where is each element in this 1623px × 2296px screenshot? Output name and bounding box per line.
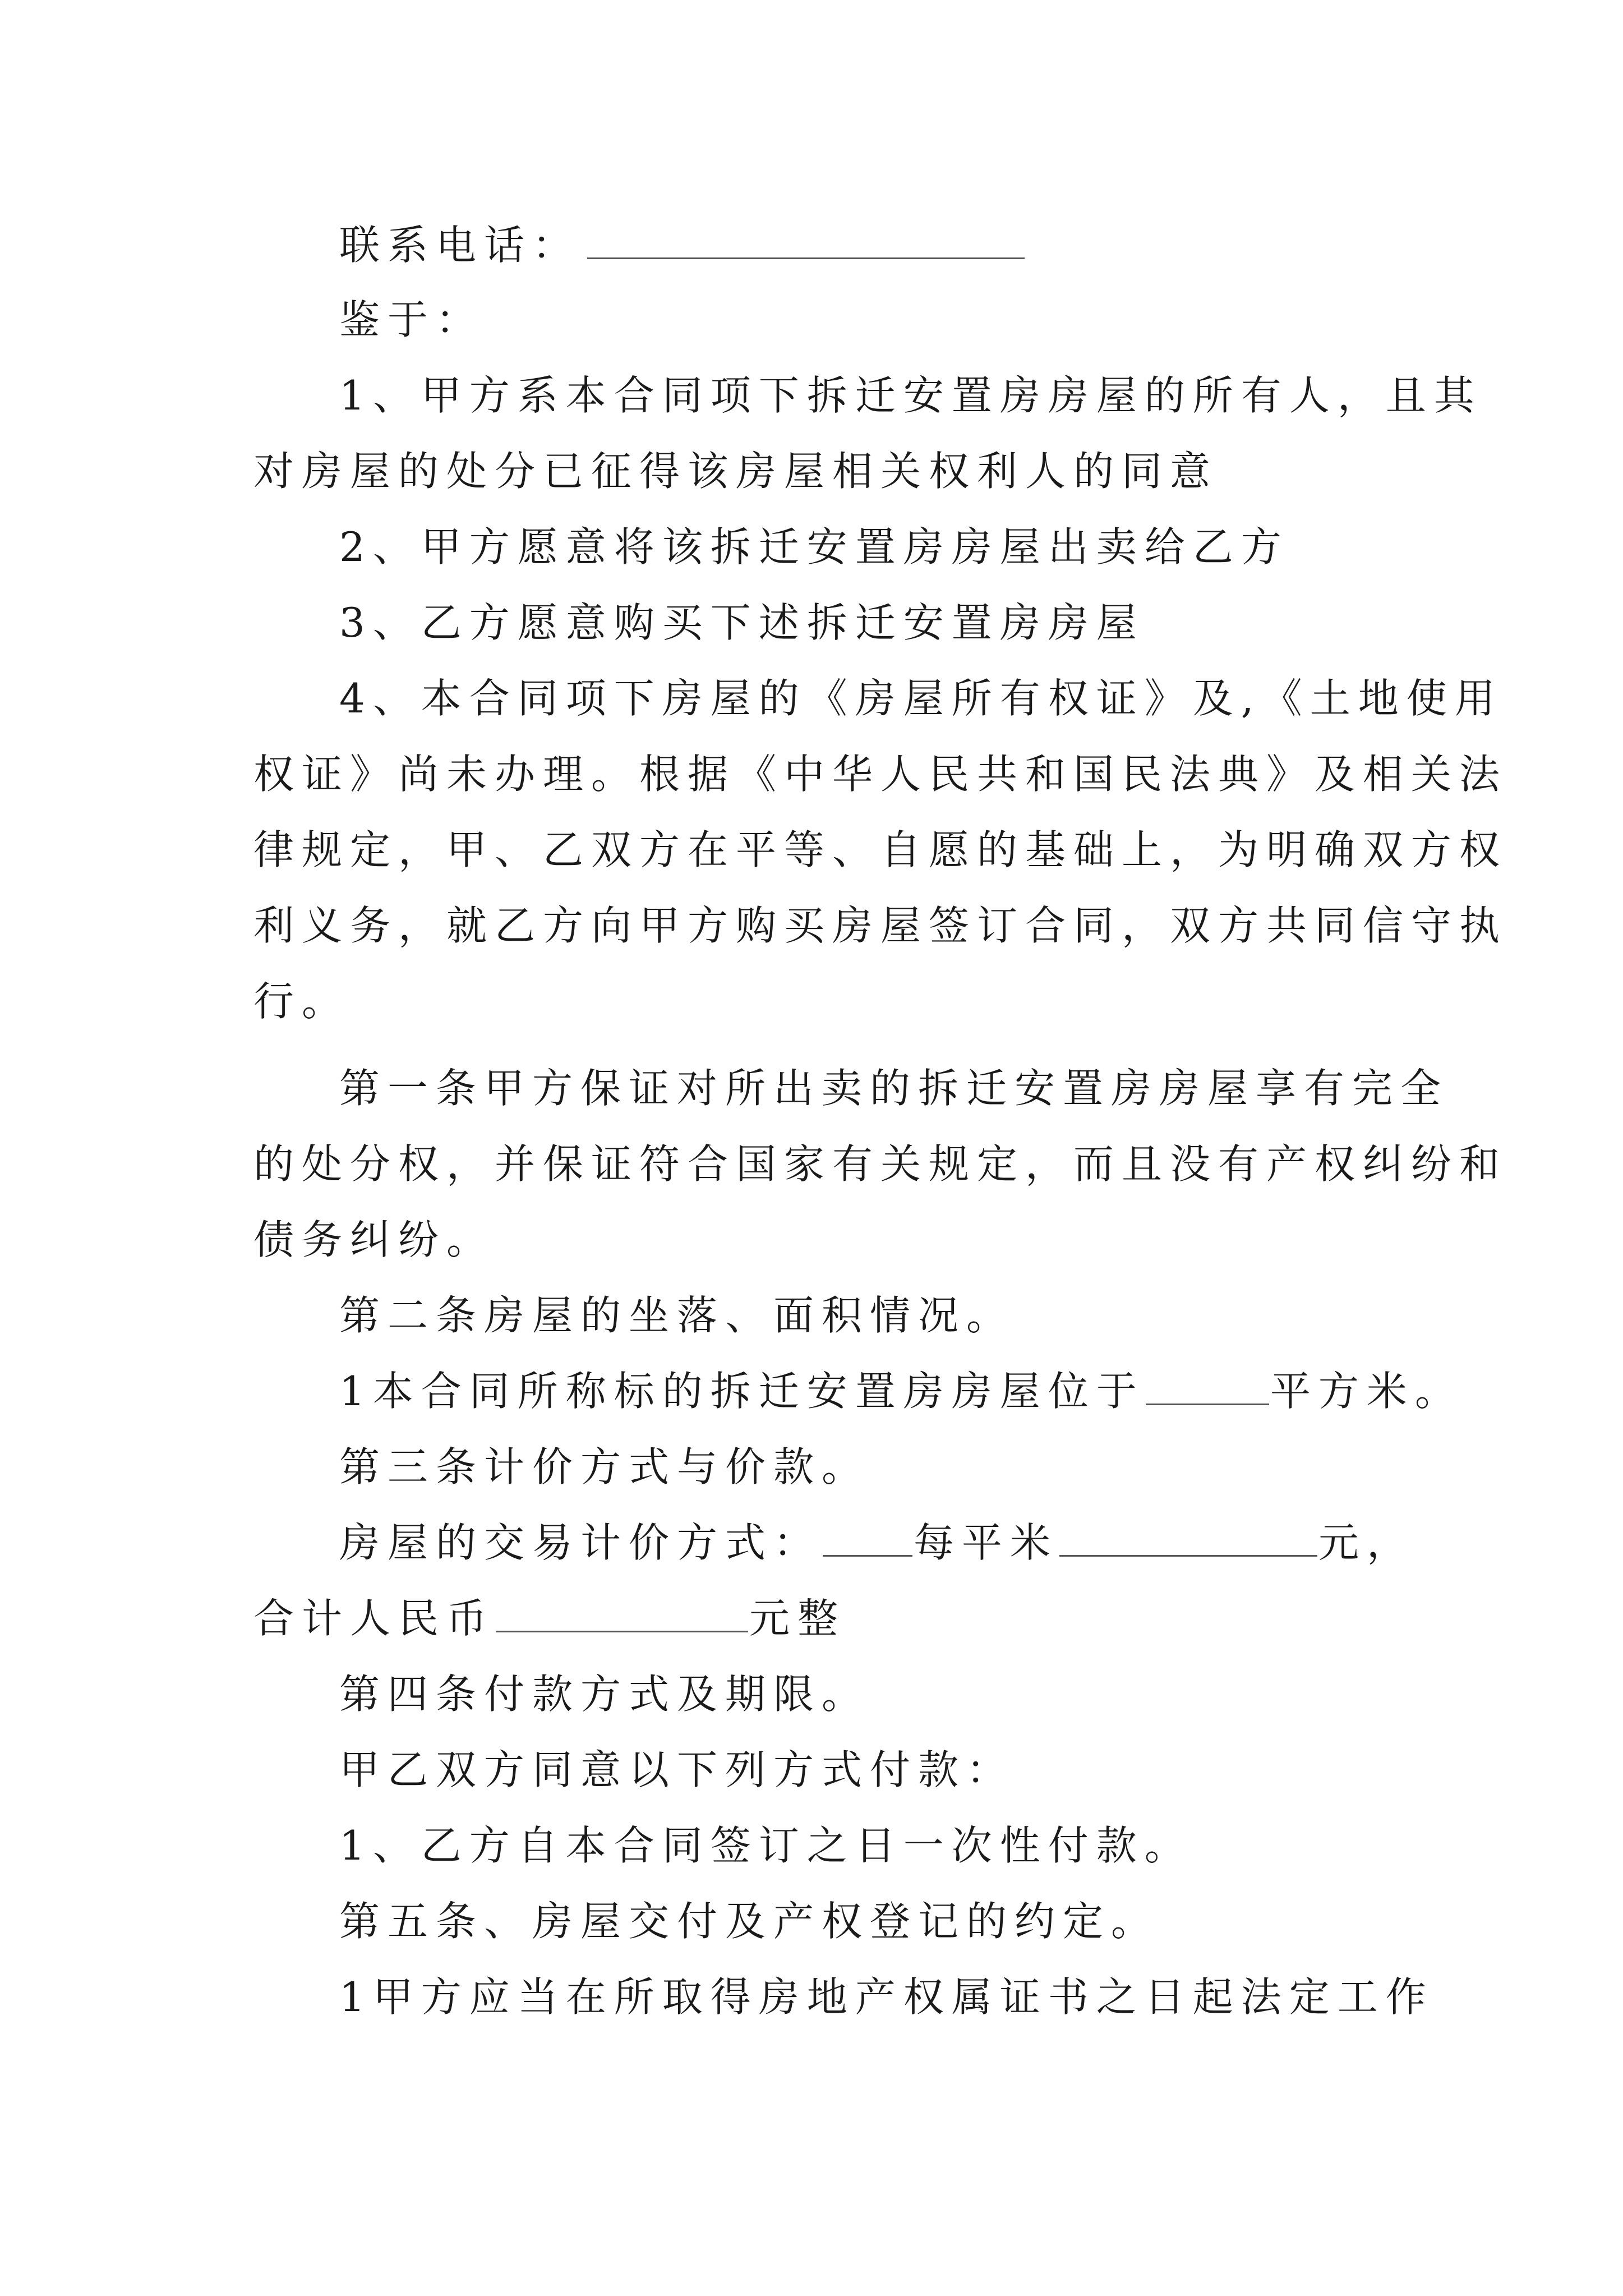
location-text: 1本合同所称标的拆迁安置房房屋位于 bbox=[339, 1368, 1145, 1415]
contact-phone-line bbox=[339, 217, 1026, 273]
article-3-heading: 第三条计价方式与价款。 bbox=[339, 1443, 870, 1490]
pricing-method-line bbox=[339, 1515, 1415, 1571]
whereas-item-2: 2、甲方愿意将该拆迁安置房房屋出卖给乙方 bbox=[339, 523, 1289, 570]
area-unit: 平方米。 bbox=[1270, 1368, 1463, 1415]
total-price-line bbox=[253, 1590, 846, 1646]
whereas-heading: 鉴于： bbox=[339, 296, 485, 343]
payment-item-1: 1、乙方自本合同签订之日一次性付款。 bbox=[339, 1822, 1193, 1869]
article-4-heading: 第四条付款方式及期限。 bbox=[339, 1671, 870, 1718]
whereas-item-1-cont: 对房屋的处分已征得该房屋相关权利人的同意 bbox=[253, 448, 1219, 495]
yuan-label: 元， bbox=[1318, 1519, 1415, 1566]
article-5-item-1: 1甲方应当在所取得房地产权属证书之日起法定工作 bbox=[339, 1973, 1434, 2021]
whereas-item-4-cont-2: 律规定，甲、乙双方在平等、自愿的基础上，为明确双方权 bbox=[253, 826, 1508, 873]
total-price-blank bbox=[496, 1596, 748, 1632]
whereas-item-3: 3、乙方愿意购买下述拆迁安置房房屋 bbox=[339, 599, 1145, 646]
article-1-cont-2: 债务纠纷。 bbox=[253, 1216, 495, 1263]
total-price-unit: 元整 bbox=[749, 1595, 846, 1642]
pricing-method-label: 房屋的交易计价方式： bbox=[339, 1519, 822, 1566]
article-2-item-1 bbox=[339, 1363, 1463, 1419]
payment-agreement: 甲乙双方同意以下列方式付款： bbox=[339, 1746, 1015, 1793]
total-price-label: 合计人民币 bbox=[253, 1595, 495, 1642]
article-5-heading: 第五条、房屋交付及产权登记的约定。 bbox=[339, 1898, 1160, 1945]
unit-price-blank bbox=[1059, 1520, 1317, 1557]
area-blank bbox=[1146, 1369, 1269, 1405]
whereas-item-1: 1、甲方系本合同项下拆迁安置房房屋的所有人，且其 bbox=[339, 372, 1482, 419]
whereas-item-4-cont-3: 利义务，就乙方向甲方购买房屋签订合同，双方共同信守执 bbox=[253, 902, 1508, 949]
whereas-item-4: 4、本合同项下房屋的《房屋所有权证》及,《土地使用 bbox=[339, 675, 1503, 722]
pricing-method-blank bbox=[823, 1520, 912, 1557]
contact-phone-blank bbox=[587, 223, 1025, 259]
article-2-heading: 第二条房屋的坐落、面积情况。 bbox=[339, 1292, 1015, 1339]
per-sqm-label: 每平米 bbox=[914, 1519, 1059, 1566]
article-1: 第一条甲方保证对所出卖的拆迁安置房房屋享有完全 bbox=[339, 1065, 1449, 1112]
contact-phone-label: 联系电话： bbox=[339, 222, 581, 269]
whereas-item-4-cont-4: 行。 bbox=[253, 978, 351, 1025]
article-1-cont-1: 的处分权，并保证符合国家有关规定，而且没有产权纠纷和 bbox=[253, 1140, 1508, 1188]
whereas-item-4-cont-1: 权证》尚未办理。根据《中华人民共和国民法典》及相关法 bbox=[253, 751, 1508, 798]
